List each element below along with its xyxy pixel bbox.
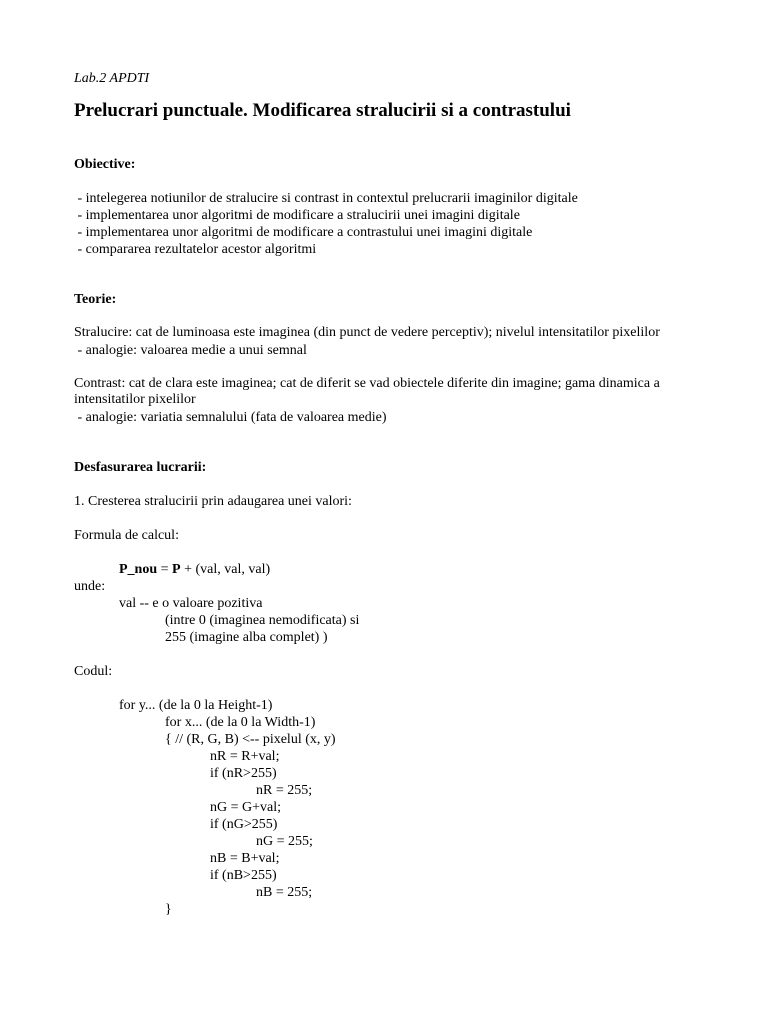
list-item: - compararea rezultatelor acestor algoritmi [74,242,317,257]
formula-rest: + (val, val, val) [180,561,271,577]
val-range-2: 255 (imagine alba complet) ) [165,629,328,645]
procedure-heading: Desfasurarea lucrarii: [74,459,207,475]
list-item: - implementarea unor algoritmi de modificare a contrastului unei imagini digitale [74,225,533,240]
code-line: } [165,901,172,917]
code-line: nB = B+val; [210,850,280,866]
code-line: nR = 255; [256,782,313,798]
contrast-definition: Contrast: cat de clara este imaginea; cat de diferit se vad obiectele diferite din imagine; gama dinamica a intensitatilor pixelilor [74,375,660,407]
formula-eq: = [157,561,173,577]
code-line: if (nR>255) [210,765,277,781]
formula [74,561,694,578]
list-item: - implementarea unor algoritmi de modificare a stralucirii unei imagini digitale [74,208,520,223]
code-line: for y... (de la 0 la Height-1) [119,697,273,713]
formula-p: P [172,561,181,577]
theory-heading: Teorie: [74,292,117,307]
code-line: if (nB>255) [210,867,277,883]
brightness-definition: Stralucire: cat de luminoasa este imaginea (din punct de vedere perceptiv); nivelul intensitatilor pixelilor [74,325,660,340]
brightness-analogy: - analogie: valoarea medie a unui semnal [74,342,307,358]
formula-lhs: P_nou [119,561,158,577]
code-line: nR = R+val; [210,748,280,764]
formula-label: Formula de calcul: [74,527,179,543]
where-label: unde: [74,578,106,594]
val-range-1: (intre 0 (imaginea nemodificata) si [165,612,360,628]
code-line: for x... (de la 0 la Width-1) [165,714,316,730]
document-title: Prelucrari punctuale. Modificarea stralucirii si a contrastului [74,100,571,121]
val-description: val -- e o valoare pozitiva [119,595,263,611]
lab-label: Lab.2 APDTI [74,71,150,86]
code-line: { // (R, G, B) <-- pixelul (x, y) [165,731,336,747]
code-line: nB = 255; [256,884,313,900]
objectives-list [74,190,694,258]
document-page [74,60,694,918]
contrast-analogy: - analogie: variatia semnalului (fata de valoarea medie) [74,409,387,425]
code-line: nG = 255; [256,833,313,849]
step-1: 1. Cresterea stralucirii prin adaugarea unei valori: [74,493,352,509]
objectives-heading: Obiective: [74,157,136,172]
code-label: Codul: [74,663,113,679]
code-line: nG = G+val; [210,799,282,815]
code-block [74,697,694,918]
code-line: if (nG>255) [210,816,278,832]
list-item: - intelegerea notiunilor de stralucire si contrast in contextul prelucrarii imaginilor digitale [74,191,578,206]
